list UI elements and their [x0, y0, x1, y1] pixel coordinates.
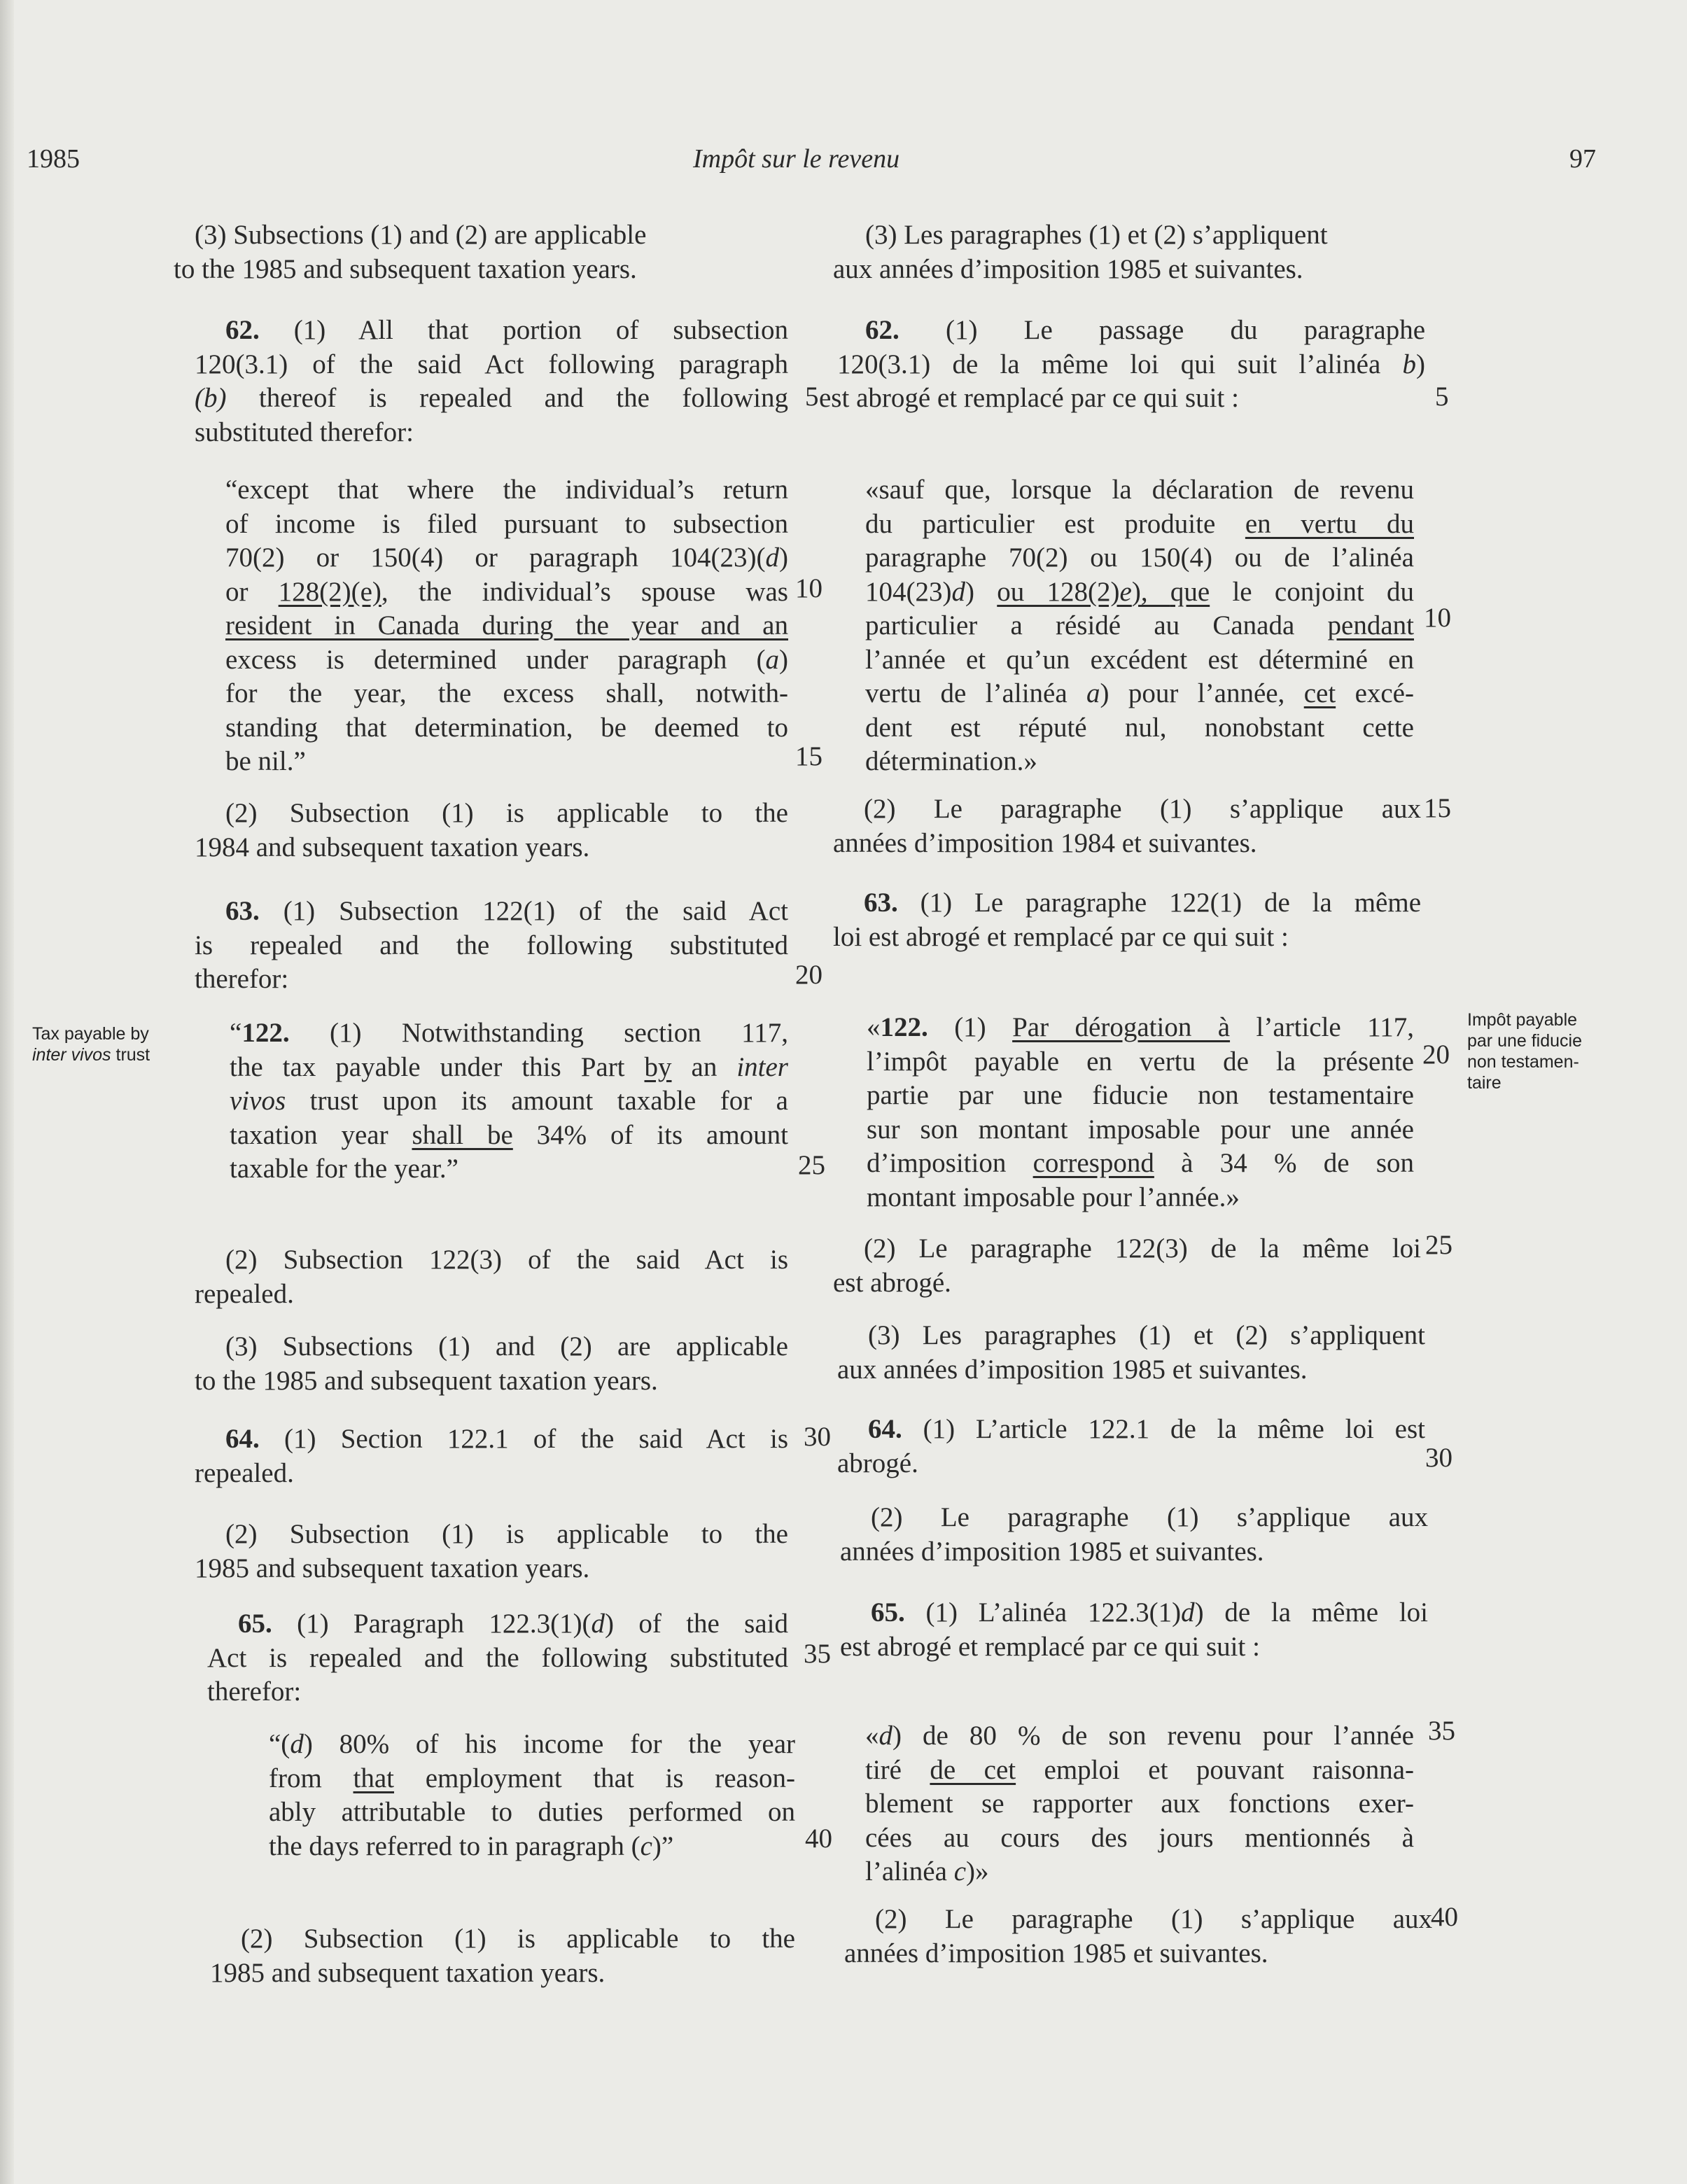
line-number: 30: [804, 1422, 831, 1452]
page-spine: [0, 0, 14, 2184]
line-number: 15: [1424, 793, 1451, 823]
line-number: 30: [1425, 1443, 1452, 1473]
en-s63-3: (3) Subsections (1) and (2) are applicable to the 1985 and subsequent taxation years.: [195, 1331, 788, 1396]
en-s62-1: 62. (1) All that portion of subsection 120(3.1) of the said Act following paragraph (b) thereof is repealed and the following substituted therefor:: [195, 315, 789, 447]
fr-s65-quote: «d) de 80 % de son revenu pour l’année tiré de cet emploi et pouvant raisonna- blement se rapporter aux fonctions exer- cées au cours des jours mentionnés à l’alinéa c)»: [865, 1721, 1415, 1886]
header-title: Impôt sur le revenu: [693, 144, 900, 174]
en-s122: “122. (1) Notwithstanding section 117, the tax payable under this Part by an inter vivos trust upon its amount taxable for a taxation year shall be 34% of its amount taxable for the year.”: [230, 1018, 789, 1184]
margin-note-fr: Impôt payable par une fiducie non testamen- taire: [1467, 1010, 1583, 1093]
line-number: 10: [795, 573, 822, 603]
fr-s63-2: (2) Le paragraphe 122(3) de la même loi est abrogé.: [833, 1233, 1421, 1298]
section-number: 62.: [225, 315, 260, 345]
en-s64-2: (2) Subsection (1) is applicable to the 1985 and subsequent taxation years.: [195, 1519, 788, 1583]
line-number: 25: [798, 1150, 825, 1180]
fr-s63-1: 63. (1) Le paragraphe 122(1) de la même loi est abrogé et remplacé par ce qui suit :: [833, 888, 1422, 952]
en-s62-2: (2) Subsection (1) is applicable to the 1984 and subsequent taxation years.: [195, 798, 788, 862]
line-number: 5: [1435, 382, 1449, 412]
fr-s62-quote: «sauf que, lorsque la déclaration de revenu du particulier est produite en vertu du paragraphe 70(2) ou 150(4) ou de l’alinéa 104(23)d) ou 128(2)e), que le conjoint du particulier a résidé au Canada pendant l’année et qu’un excédent est déterminé en vertu de l’alinéa a) pour l’année, cet excé- dent est réputé nul, nonobstant cette détermination.»: [865, 475, 1414, 776]
line-number: 20: [1422, 1040, 1450, 1070]
en-s65-1: 65. (1) Paragraph 122.3(1)(d) of the said Act is repealed and the following substituted therefor:: [207, 1609, 788, 1707]
fr-s64-1: 64. (1) L’article 122.1 de la même loi est abrogé.: [837, 1414, 1425, 1478]
line-number: 15: [795, 741, 822, 771]
en-s63-1: 63. (1) Subsection 122(1) of the said Act is repealed and the following substituted therefor:: [195, 896, 788, 994]
line-number: 25: [1425, 1230, 1452, 1260]
en-s63-2: (2) Subsection 122(3) of the said Act is repealed.: [195, 1245, 788, 1309]
line-number: 35: [804, 1639, 831, 1669]
en-s65-quote: “(d) 80% of his income for the year from that employment that is reason- ably attributable to duties performed on the days referred to in paragraph (c)”: [269, 1729, 796, 1861]
en-s62-quote: “except that where the individual’s return of income is filed pursuant to subsection 70(2) or 150(4) or paragraph 104(23)(d) or 128(2)(e), the individual’s spouse was resident in Canada during the year and an excess is determined under paragraph (a) for the year, the excess shall, notwith- standing that determination, be deemed to be nil.”: [225, 475, 788, 776]
fr-s61-3: (3) Les paragraphes (1) et (2) s’appliquent aux années d’imposition 1985 et suivantes.: [833, 220, 1328, 284]
line-number: 5: [805, 382, 819, 412]
fr-s65-2: (2) Le paragraphe (1) s’applique aux années d’imposition 1985 et suivantes.: [844, 1904, 1432, 1968]
en-s65-2: (2) Subsection (1) is applicable to the 1985 and subsequent taxation years.: [210, 1924, 795, 1988]
fr-s62-2: (2) Le paragraphe (1) s’applique aux années d’imposition 1984 et suivantes.: [833, 794, 1421, 858]
line-number: 40: [1431, 1902, 1458, 1932]
line-number: 20: [795, 960, 822, 990]
fr-s65-1: 65. (1) L’alinéa 122.3(1)d) de la même loi est abrogé et remplacé par ce qui suit :: [840, 1597, 1429, 1662]
line-number: 35: [1428, 1716, 1455, 1746]
fr-s62-1: 62. (1) Le passage du paragraphe 120(3.1) de la même loi qui suit l’alinéa b) est abrogé et remplacé par ce qui suit :: [819, 315, 1426, 413]
header-year: 1985: [27, 144, 80, 174]
margin-note-en: Tax payable by inter vivos trust: [32, 1024, 150, 1065]
fr-s64-2: (2) Le paragraphe (1) s’applique aux années d’imposition 1985 et suivantes.: [840, 1502, 1428, 1567]
en-s61-3: (3) Subsections (1) and (2) are applicable to the 1985 and subsequent taxation years.: [174, 220, 647, 284]
line-number: 10: [1424, 603, 1451, 633]
fr-s122: «122. (1) Par dérogation à l’article 117, l’impôt payable en vertu de la présente partie par une fiducie non testamentaire sur son montant imposable pour une année d’imposition correspond à 34 % de son montant imposable pour l’année.»: [867, 1012, 1414, 1212]
fr-s63-3: (3) Les paragraphes (1) et (2) s’appliquent aux années d’imposition 1985 et suivantes.: [837, 1320, 1425, 1385]
en-s64-1: 64. (1) Section 122.1 of the said Act is repealed.: [195, 1424, 788, 1488]
page-number: 97: [1569, 144, 1596, 174]
line-number: 40: [805, 1823, 832, 1854]
